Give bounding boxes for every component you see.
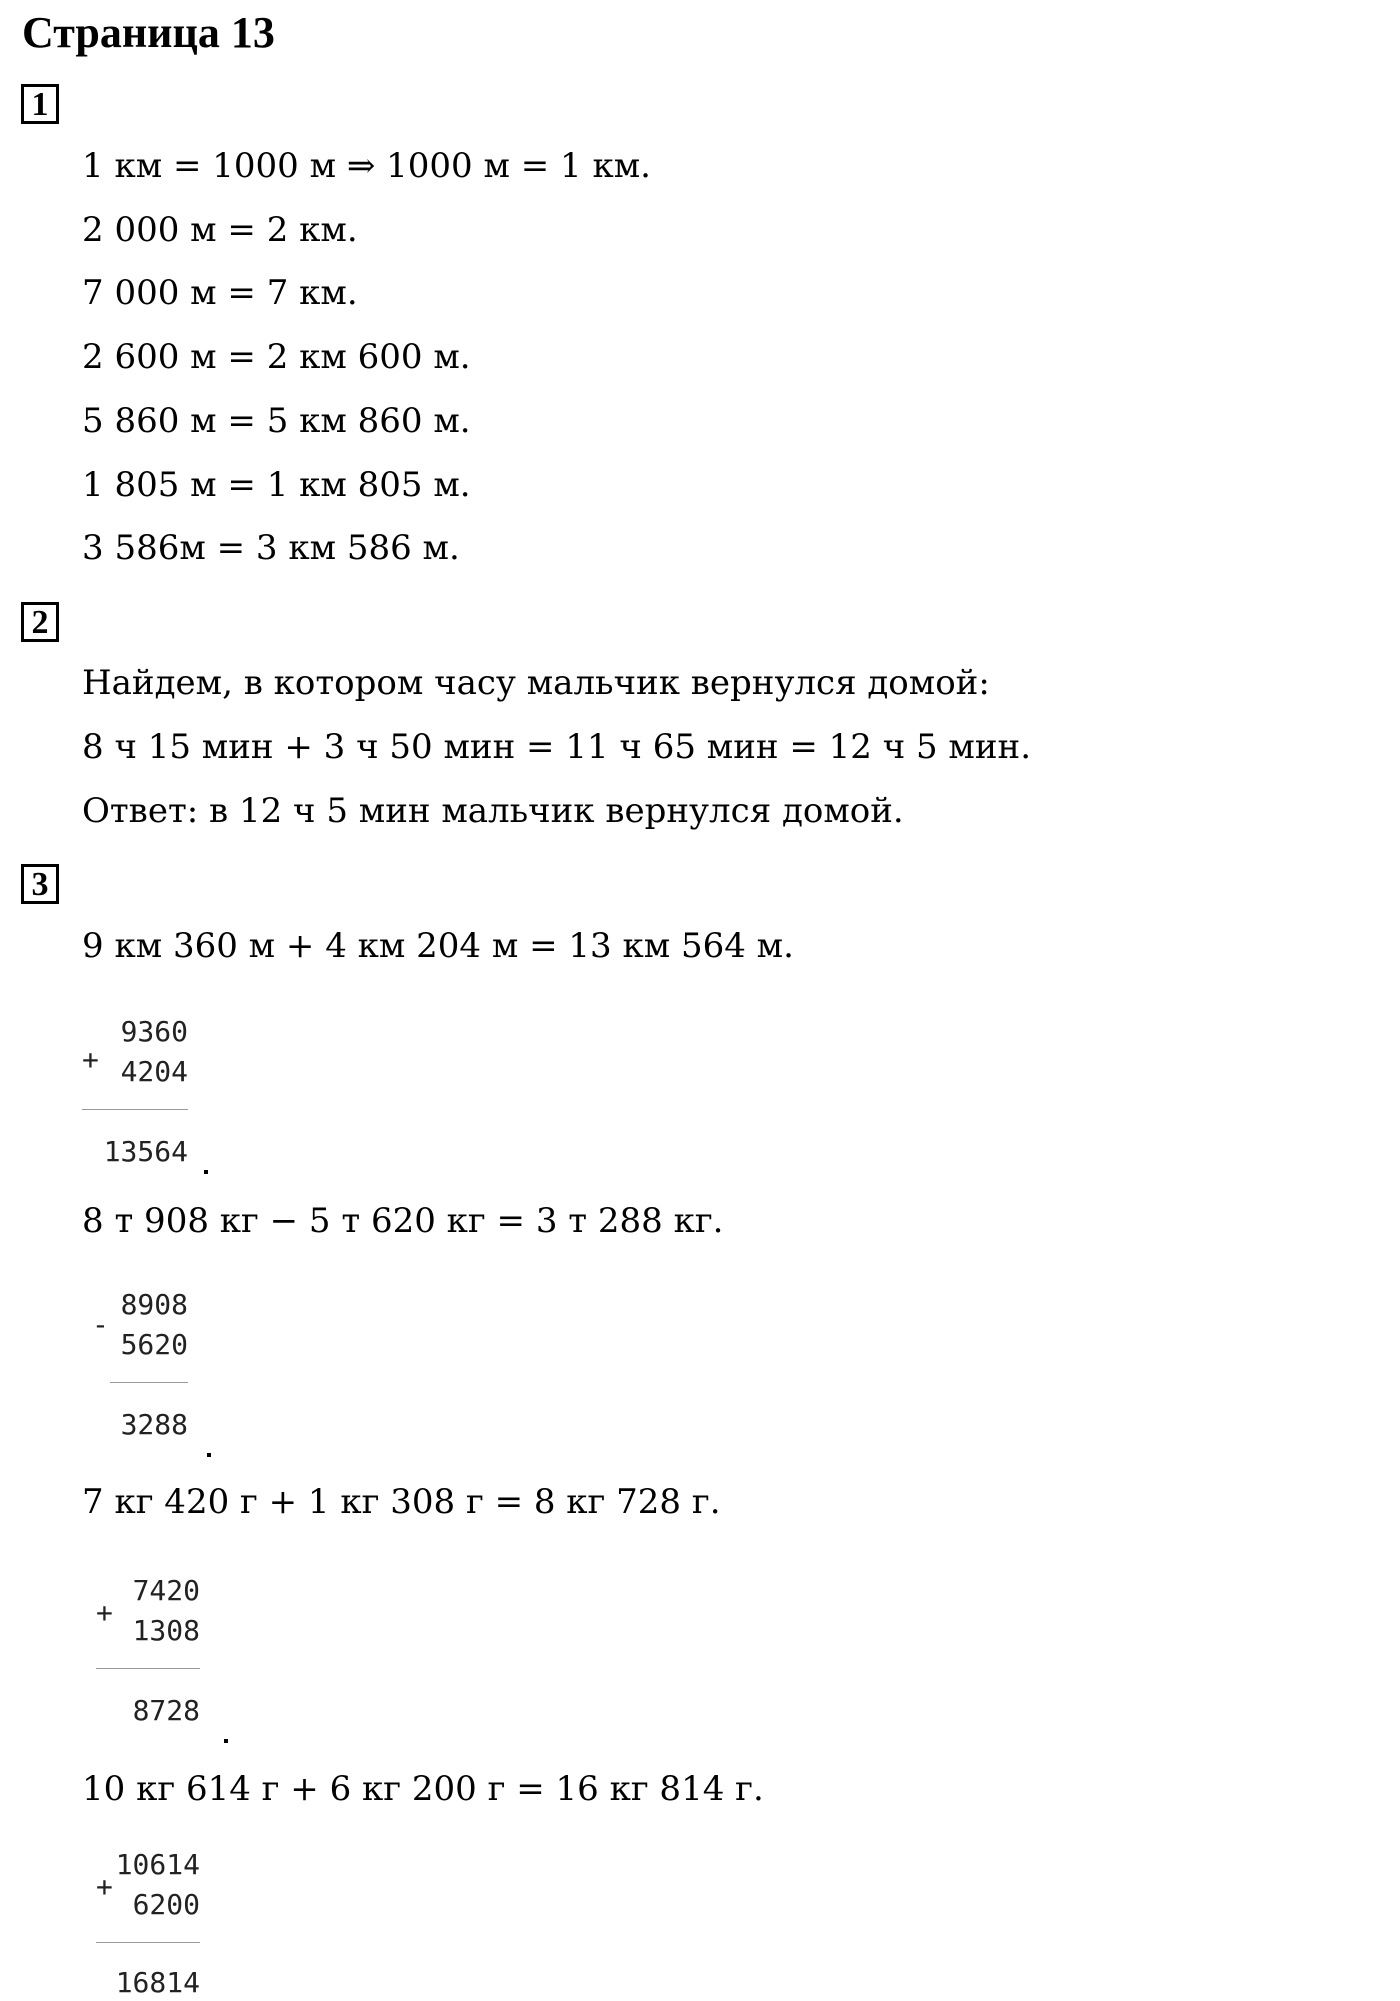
period-mark	[207, 1453, 211, 1457]
calc-operator: +	[82, 1043, 99, 1076]
task3-equation-4: 10 кг 614 г + 6 кг 200 г = 16 кг 814 г.	[82, 1769, 764, 1809]
calc-operand-a: 7420	[132, 1574, 200, 1607]
task1-line-4: 2 600 м = 2 км 600 м.	[82, 337, 471, 377]
task2-line-3: Ответ: в 12 ч 5 мин мальчик вернулся домой.	[82, 791, 904, 831]
task1-line-7: 3 586м = 3 км 586 м.	[82, 528, 460, 568]
period-mark	[224, 1739, 228, 1743]
calc-operand-a: 9360	[120, 1015, 188, 1048]
calc-operator: +	[96, 1596, 113, 1629]
calc-operator: -	[92, 1308, 109, 1341]
calc-result: 13564	[103, 1135, 188, 1168]
calc-underline	[82, 1109, 188, 1110]
task1-line-2: 2 000 м = 2 км.	[82, 210, 358, 250]
task3-equation-2: 8 т 908 кг − 5 т 620 кг = 3 т 288 кг.	[82, 1201, 724, 1241]
calc-underline	[110, 1382, 188, 1383]
calc-operand-b: 4204	[120, 1055, 188, 1088]
calc-underline	[96, 1668, 200, 1669]
task3-equation-1: 9 км 360 м + 4 км 204 м = 13 км 564 м.	[82, 926, 794, 966]
task-number-2: 2	[21, 602, 59, 642]
calc-operator: +	[96, 1870, 113, 1903]
task1-line-5: 5 860 м = 5 км 860 м.	[82, 401, 471, 441]
calc-operand-b: 5620	[120, 1328, 188, 1361]
task-number-3: 3	[21, 864, 59, 904]
task2-line-1: Найдем, в котором часу мальчик вернулся домой:	[82, 663, 990, 703]
calc-result: 3288	[120, 1408, 188, 1441]
task1-line-1: 1 км = 1000 м ⇒ 1000 м = 1 км.	[82, 146, 651, 186]
column-calc-3	[96, 1574, 200, 1734]
period-mark	[204, 1170, 208, 1174]
column-calc-2	[92, 1288, 188, 1448]
task1-line-6: 1 805 м = 1 км 805 м.	[82, 465, 471, 505]
task3-equation-3: 7 кг 420 г + 1 кг 308 г = 8 кг 728 г.	[82, 1482, 721, 1522]
task-number-1: 1	[21, 84, 59, 124]
page-title: Страница 13	[22, 8, 275, 57]
calc-underline	[96, 1942, 200, 1943]
calc-operand-a: 8908	[120, 1288, 188, 1321]
calc-operand-b: 6200	[132, 1888, 200, 1921]
calc-result: 16814	[115, 1966, 200, 1999]
calc-operand-b: 1308	[132, 1614, 200, 1647]
calc-operand-a: 10614	[115, 1848, 200, 1881]
task1-line-3: 7 000 м = 7 км.	[82, 273, 358, 313]
task2-line-2: 8 ч 15 мин + 3 ч 50 мин = 11 ч 65 мин = 12 ч 5 мин.	[82, 727, 1032, 767]
column-calc-4	[96, 1848, 200, 2001]
column-calc-1	[82, 1015, 188, 1175]
calc-result: 8728	[132, 1694, 200, 1727]
